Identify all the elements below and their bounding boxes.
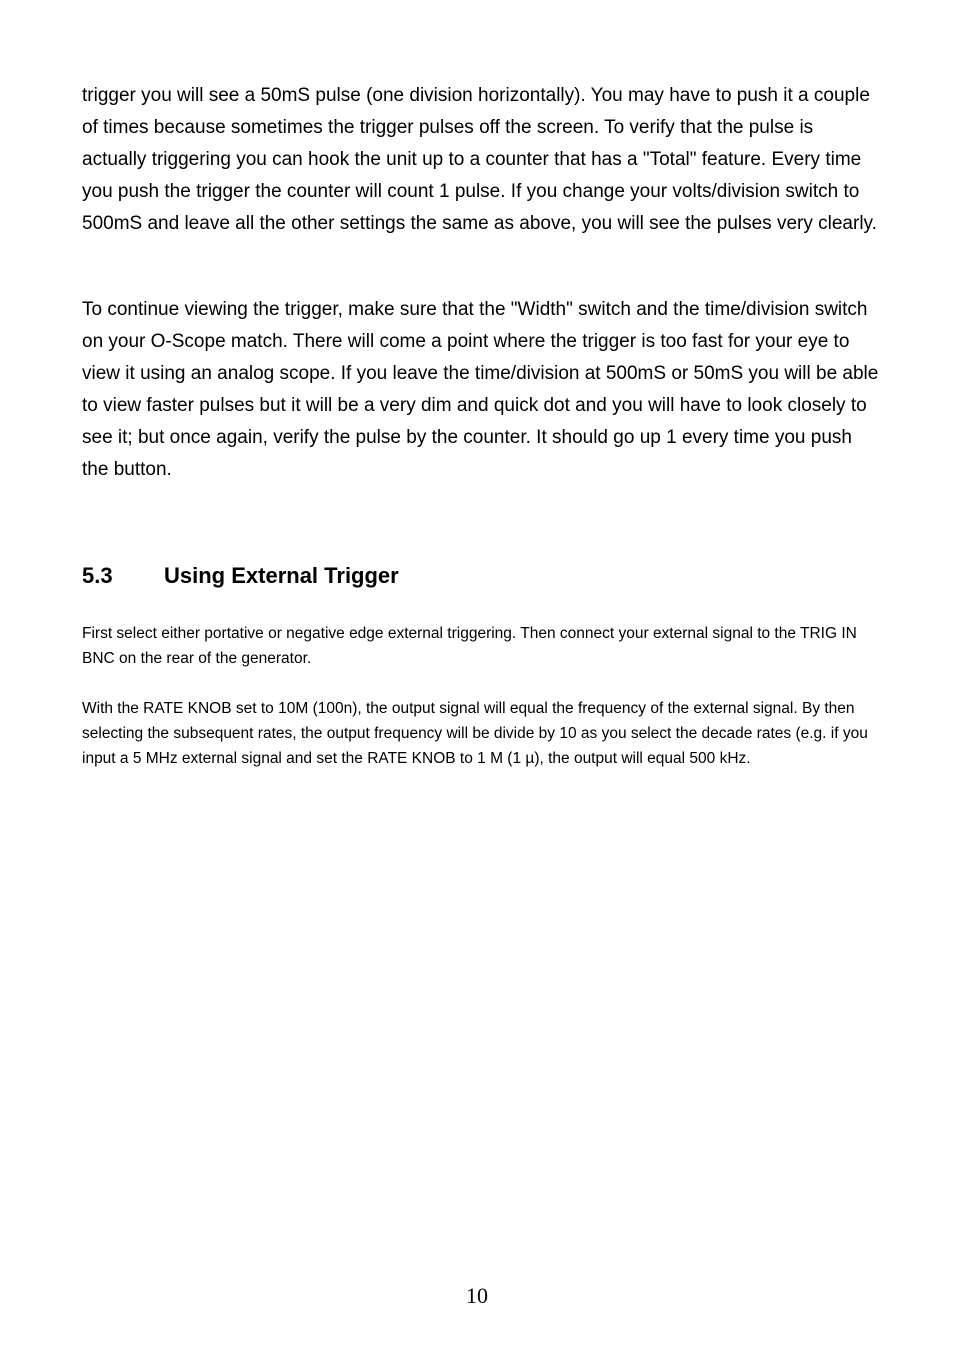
section-title: Using External Trigger (164, 563, 399, 588)
section-number: 5.3 (82, 563, 113, 588)
section-heading (82, 560, 399, 592)
section-paragraph-rate-knob: With the RATE KNOB set to 10M (100n), the output signal will equal the frequency of the external signal. By then selecting the subsequent rates, the output frequency will be divide by 10 as you select the decade rates (e.g. if you input a 5 MHz external signal and set the RATE KNOB to 1 M (1 µ), the output will equal 500 kHz. (82, 700, 868, 767)
page-number: 10 (466, 1283, 488, 1308)
body-paragraph-continue-viewing: To continue viewing the trigger, make sure that the "Width" switch and the time/division switch on your O-Scope match. There will come a point where the trigger is too fast for your eye to view it using an analog scope. If you leave the time/division at 500mS or 50mS you will be able to view faster pulses but it will be a very dim and quick dot and you will have to look closely to see it; but once again, verify the pulse by the counter. It should go up 1 every time you push the button. (82, 299, 879, 480)
body-paragraph-trigger-pulse: trigger you will see a 50mS pulse (one division horizontally). You may have to push it a couple of times because sometimes the trigger pulses off the screen. To verify that the pulse is actually triggering you can hook the unit up to a counter that has a "Total" feature. Every time you push the trigger the counter will count 1 pulse. If you change your volts/division switch to 500mS and leave all the other settings the same as above, you will see the pulses very clearly. (82, 85, 877, 234)
section-paragraph-select-edge: First select either portative or negative edge external triggering. Then connect your external signal to the TRIG IN BNC on the rear of the generator. (82, 625, 857, 667)
